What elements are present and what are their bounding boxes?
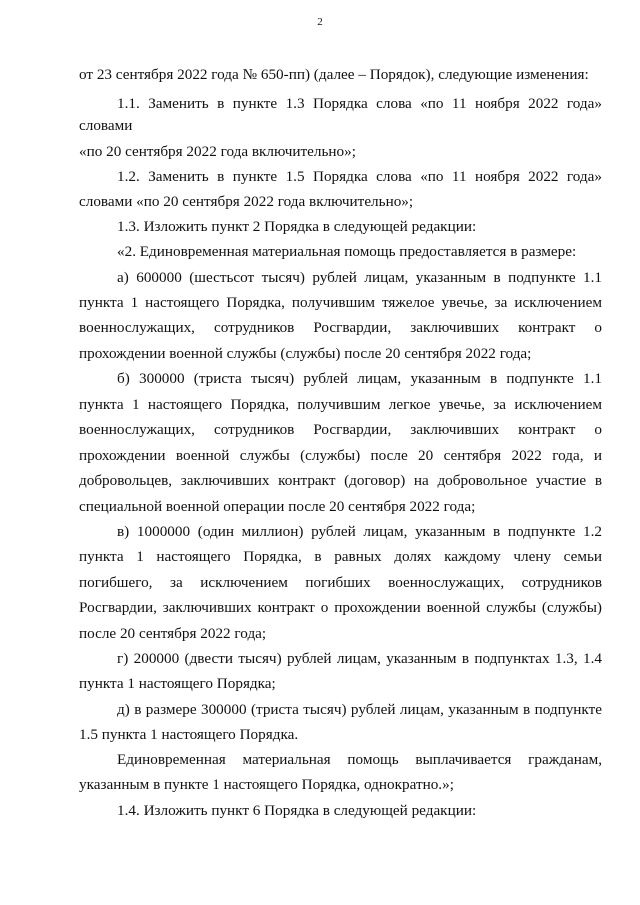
text-line: словами bbox=[79, 117, 133, 134]
text-line: д) в размере 300000 (триста тысяч) рублей лицам, указанным в подпункте bbox=[117, 701, 602, 718]
text-line: 1.4. Изложить пункт 6 Порядка в следующей редакции: bbox=[117, 802, 477, 819]
text-line: военнослужащих, сотрудников Росгвардии, заключивших контракт о bbox=[79, 421, 602, 438]
text-line: г) 200000 (двести тысяч) рублей лицам, указанным в подпунктах 1.3, 1.4 bbox=[117, 650, 602, 667]
text-line: пункта 1 настоящего Порядка; bbox=[79, 675, 276, 692]
text-line: от 23 сентября 2022 года № 650-пп) (далее – Порядок), следующие изменения: bbox=[79, 66, 589, 83]
text-line: Росгвардии, заключивших контракт о прохождении военной службы (службы) bbox=[79, 599, 602, 616]
text-line: Единовременная материальная помощь выплачивается гражданам, bbox=[117, 751, 602, 768]
text-line: «2. Единовременная материальная помощь предоставляется в размере: bbox=[117, 243, 577, 260]
text-line: военнослужащих, сотрудников Росгвардии, заключивших контракт о bbox=[79, 319, 602, 336]
text-line: словами «по 20 сентября 2022 года включительно»; bbox=[79, 193, 414, 210]
text-line: 1.3. Изложить пункт 2 Порядка в следующей редакции: bbox=[117, 218, 477, 235]
text-line: в) 1000000 (один миллион) рублей лицам, указанным в подпункте 1.2 bbox=[117, 523, 602, 540]
text-line: погибшего, за исключением погибших военнослужащих, сотрудников bbox=[79, 574, 602, 591]
text-line: 1.1. Заменить в пункте 1.3 Порядка слова «по 11 ноября 2022 года» bbox=[117, 95, 602, 112]
page-number: 2 bbox=[317, 16, 323, 28]
text-line: 1.2. Заменить в пункте 1.5 Порядка слова «по 11 ноября 2022 года» bbox=[117, 168, 602, 185]
text-line: добровольцев, заключивших контракт (договор) на добровольное участие в bbox=[79, 472, 602, 489]
text-line: «по 20 сентября 2022 года включительно»; bbox=[79, 143, 356, 160]
text-line: прохождении военной службы (службы) после 20 сентября 2022 года; bbox=[79, 345, 532, 362]
text-line: после 20 сентября 2022 года; bbox=[79, 625, 267, 642]
text-line: пункта 1 настоящего Порядка, получившим легкое увечье, за исключением bbox=[79, 396, 602, 413]
text-line: пункта 1 настоящего Порядка, получившим тяжелое увечье, за исключением bbox=[79, 294, 602, 311]
text-line: указанным в пункте 1 настоящего Порядка, однократно.»; bbox=[79, 776, 454, 793]
text-line: специальной военной операции после 20 сентября 2022 года; bbox=[79, 498, 476, 515]
text-line: б) 300000 (триста тысяч) рублей лицам, указанным в подпункте 1.1 bbox=[117, 370, 602, 387]
text-line: 1.5 пункта 1 настоящего Порядка. bbox=[79, 726, 299, 743]
text-line: а) 600000 (шестьсот тысяч) рублей лицам, указанным в подпункте 1.1 bbox=[117, 269, 602, 286]
text-line: прохождении военной службы (службы) после 20 сентября 2022 года, и bbox=[79, 447, 602, 464]
text-line: пункта 1 настоящего Порядка, в равных долях каждому члену семьи bbox=[79, 548, 602, 565]
